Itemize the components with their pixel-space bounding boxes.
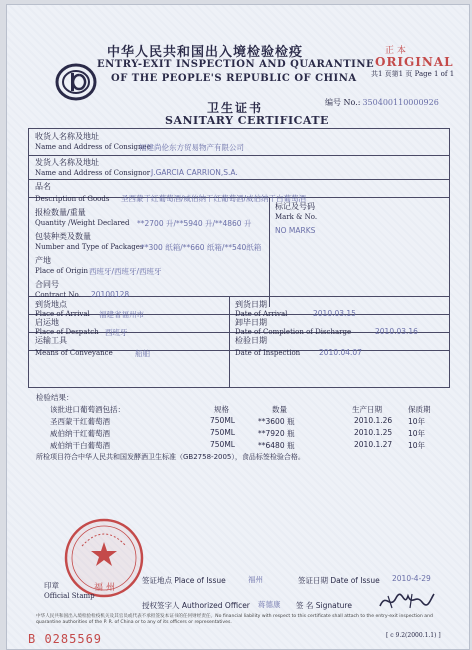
- consignee-label-zh: 收货人名称及地址: [35, 132, 99, 141]
- contract-label-en: Contract No.: [35, 291, 81, 299]
- despatch-label-en: Place of Despatch: [35, 328, 99, 336]
- result-row-life: 10年: [408, 429, 426, 438]
- inspection-date-value: 2010.04.07: [319, 348, 362, 357]
- arrival-date-label-zh: 到货日期: [235, 300, 267, 309]
- original-mark-zh: 正 本: [385, 46, 406, 56]
- conveyance-value: 船舶: [135, 349, 150, 358]
- certificate-title-en: SANITARY CERTIFICATE: [165, 114, 329, 127]
- place-of-issue-label: 签证地点 Place of Issue: [142, 576, 226, 585]
- origin-label-zh: 产地: [35, 256, 51, 265]
- form-code: [ c 9.2(2000.1.1) ]: [386, 632, 441, 639]
- arrival-place-label-en: Place of Arrival: [35, 310, 90, 318]
- certificate-number-value: 350400110000926: [362, 98, 439, 107]
- arrival-date-value: 2010.03.15: [313, 309, 356, 318]
- ciq-logo-icon: [55, 63, 97, 101]
- contract-value: 20100128: [91, 290, 130, 299]
- result-row-date: 2010.1.25: [354, 428, 393, 437]
- marks-label-zh: 标记及号码: [275, 202, 315, 211]
- stamp-label-zh: 印章: [44, 581, 59, 590]
- certificate-number: [325, 97, 439, 108]
- result-row-spec: 750ML: [210, 416, 235, 425]
- disclaimer: 中华人民共和国出入境检验检疫机关及其官员或代表不承担签发本证书的任何财经责任。No financial liability with respect to this certificate shall attach to the entry-exit inspection and quarantine authorities of the P. R. of China or to any of its officers or representatives.: [36, 614, 433, 625]
- goods-label-en: Description of Goods: [35, 195, 110, 203]
- conveyance-label-zh: 运输工具: [35, 336, 67, 345]
- consignor-label-zh: 发货人名称及地址: [35, 158, 99, 167]
- marks-label-en: Mark & No.: [275, 213, 318, 221]
- serial-number: B 0285569: [28, 632, 103, 646]
- consignee-label-en: Name and Address of Consignee: [35, 143, 151, 151]
- certificate-title-zh: 卫生证书: [207, 101, 264, 115]
- authorized-officer-label: 授权签字人 Authorized Officer: [142, 601, 250, 610]
- original-mark: ORIGINAL: [375, 55, 454, 69]
- arrival-date-label-en: Date of Arrival: [235, 310, 288, 318]
- inspection-date-label-en: Date of Inspection: [235, 349, 301, 357]
- quantity-label-en: Quantity /Weight Declared: [35, 219, 130, 227]
- date-of-issue-label: 签证日期 Date of Issue: [298, 576, 380, 585]
- quantity-value: **2700 升/**5940 升/**4860 升: [137, 219, 252, 228]
- result-row-life: 10年: [408, 441, 426, 450]
- discharge-label-zh: 卸毕日期: [235, 318, 267, 327]
- details-table: [28, 128, 450, 388]
- result-row-date: 2010.1.27: [354, 440, 393, 449]
- col-date-header: 生产日期: [352, 405, 382, 414]
- results-heading: 检验结果：: [36, 393, 74, 402]
- origin-value: 西班牙/西班牙/西班牙: [89, 267, 162, 276]
- result-row-qty: **3600 瓶: [258, 417, 295, 426]
- consignor-label-en: Name and Address of Consignor: [35, 169, 151, 177]
- col-spec-header: 规格: [214, 405, 229, 414]
- consignor-value: J.GARCIA CARRION,S.A.: [151, 168, 238, 177]
- results-intro: 该批进口葡萄酒包括：: [50, 405, 125, 414]
- result-row-name: 威伯纳干红葡萄酒: [50, 429, 110, 438]
- authority-title-en-line2: OF THE PEOPLE'S REPUBLIC OF CHINA: [111, 73, 357, 84]
- discharge-value: 2010.03.16: [375, 327, 418, 336]
- date-of-issue-value: 2010-4-29: [392, 574, 431, 583]
- result-row-name: 圣西蒙干红葡萄酒: [50, 417, 110, 426]
- result-row-qty: **7920 瓶: [258, 429, 295, 438]
- result-row-qty: **6480 瓶: [258, 441, 295, 450]
- handwritten-signature-icon: [376, 590, 436, 612]
- col-qty-header: 数量: [272, 405, 287, 414]
- inspection-date-label-zh: 检验日期: [235, 336, 267, 345]
- despatch-value: 西班牙: [105, 328, 128, 337]
- quantity-label-zh: 报检数量/重量: [35, 208, 86, 217]
- goods-label-zh: 品名: [35, 182, 51, 191]
- arrival-place-label-zh: 到货地点: [35, 300, 67, 309]
- consignee-value: 福建尚伦东方贸易物产有限公司: [139, 143, 244, 152]
- despatch-label-zh: 启运地: [35, 318, 59, 327]
- result-row-spec: 750ML: [210, 440, 235, 449]
- seal-city: 福州: [94, 583, 119, 593]
- results-conclusion: 所检项目符合中华人民共和国发酵酒卫生标准（GB2758-2005），食品标签检验合格。: [36, 453, 305, 461]
- authorized-officer-value: 蒋德康: [258, 600, 281, 609]
- goods-value: 圣西蒙干红葡萄酒/威伯纳干红葡萄酒/威伯纳干白葡萄酒: [121, 194, 307, 203]
- result-row-spec: 750ML: [210, 428, 235, 437]
- conveyance-label-en: Means of Conveyance: [35, 349, 113, 357]
- marks-value: NO MARKS: [275, 226, 316, 235]
- result-row-date: 2010.1.26: [354, 416, 393, 425]
- result-row-name: 威伯纳干白葡萄酒: [50, 441, 110, 450]
- discharge-label-en: Date of Completion of Discharge: [235, 328, 352, 336]
- packages-label-en: Number and Type of Packages: [35, 243, 144, 251]
- packages-label-zh: 包装种类及数量: [35, 232, 91, 241]
- result-row-life: 10年: [408, 417, 426, 426]
- origin-label-en: Place of Origin: [35, 267, 88, 275]
- place-of-issue-value: 福州: [248, 575, 263, 584]
- certificate-number-label: 编号 No.:: [325, 98, 361, 107]
- col-life-header: 保质期: [408, 405, 431, 414]
- contract-label-zh: 合同号: [35, 280, 59, 289]
- authority-title-en-line1: ENTRY-EXIT INSPECTION AND QUARANTINE: [97, 59, 375, 70]
- arrival-place-value: 福建省福州市: [99, 310, 144, 319]
- packages-value: **300 纸箱/**660 纸箱/**540纸箱: [141, 243, 262, 252]
- authority-title-zh: 中华人民共和国出入境检验检疫: [107, 45, 304, 60]
- signature-label: 签 名 Signature: [296, 601, 352, 610]
- stamp-label-en: Official Stamp: [44, 592, 95, 600]
- page-count: 共1 页第1 页 Page 1 of 1: [371, 70, 455, 78]
